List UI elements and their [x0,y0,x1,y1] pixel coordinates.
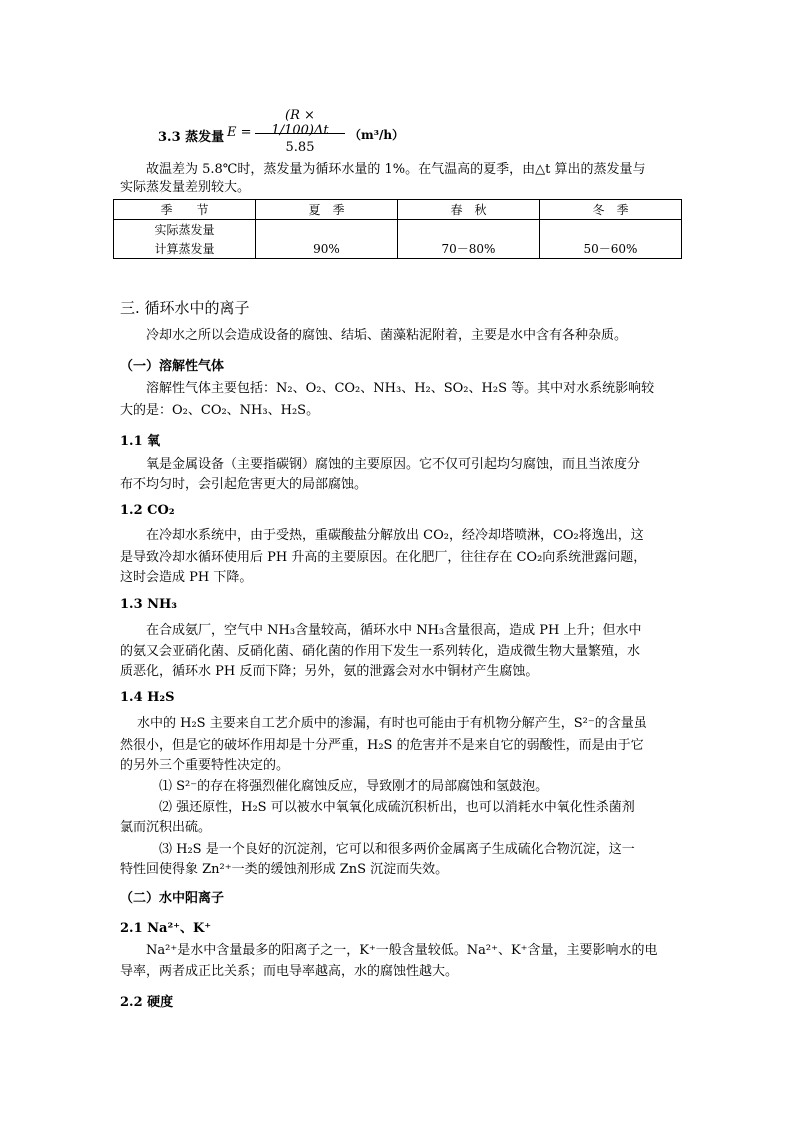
table-row-label: 实际蒸发量 [114,220,256,240]
section-1-2-heading: 1.2 CO₂ [120,503,175,518]
section-1-4-item-3-line-1: ⑶ H₂S 是一个良好的沉淀剂，它可以和很多两价金属离子生成硫化合物沉淀，这一 [159,842,635,857]
section-1-3-line-1: 在合成氨厂，空气中 NH₃含量较高，循环水中 NH₃含量很高，造成 PH 上升；但水中 [146,623,642,638]
table-cell [398,220,540,240]
evaporation-table [113,199,682,259]
table-cell: 50－60% [540,239,682,259]
subsection-1-line-1: 溶解性气体主要包括：N₂、O₂、CO₂、NH₃、H₂、SO₂、H₂S 等。其中对水系统影响较 [146,381,655,396]
formula-denominator: 5.85 [285,140,315,155]
table-cell: 90% [256,239,398,259]
section-3-3-heading: 3.3 蒸发量 [158,130,225,145]
section-3-3-para-line-2: 实际蒸发量差别较大。 [120,180,251,195]
subsection-1-title: （一）溶解性气体 [120,359,225,374]
section-3-3-para-line-1: 故温差为 5.8℃时，蒸发量为循环水量的 1%。在气温高的夏季，由△t 算出的蒸发量与 [146,162,646,177]
section-1-4-item-3-line-2: 特性回使得象 Zn²⁺一类的缓蚀剂形成 ZnS 沉淀而失效。 [120,862,449,877]
table-row-label: 计算蒸发量 [114,239,256,259]
formula-unit: （m³/h） [349,128,405,142]
section-1-1-line-1: 氧是金属设备（主要指碳钢）腐蚀的主要原因。它不仅可引起均匀腐蚀，而且当浓度分 [146,457,641,472]
formula-numerator: (R × 1/100)Δt [271,108,329,138]
formula-fraction [255,108,345,158]
section-1-4-line-2: 然很小，但是它的破坏作用却是十分严重，H₂S 的危害并不是来自它的弱酸性，而是由于它 [120,738,644,753]
section-1-4-item-1: ⑴ S²⁻的存在将强烈催化腐蚀反应，导致刚才的局部腐蚀和氢鼓泡。 [159,779,549,794]
section-1-2-line-1: 在冷却水系统中，由于受热，重碳酸盐分解放出 CO₂，经冷却塔喷淋，CO₂将逸出，这 [146,528,644,543]
section-1-4-item-2-line-1: ⑵ 强还原性，H₂S 可以被水中氧氧化成硫沉积析出，也可以消耗水中氧化性杀菌剂 [159,800,635,815]
section-1-3-heading: 1.3 NH₃ [120,597,178,612]
table-row [114,239,682,259]
table-header-cell: 季 节 [114,200,256,220]
section-1-2-line-3: 这时会造成 PH 下降。 [120,570,253,585]
section-2-1-line-2: 导率，两者成正比关系；而电导率越高，水的腐蚀性越大。 [120,964,459,979]
section-1-1-heading: 1.1 氧 [120,434,161,449]
section-1-1-line-2: 布不均匀时，会引起危害更大的局部腐蚀。 [120,477,368,492]
section-3-intro: 冷却水之所以会造成设备的腐蚀、结垢、菌藻粘泥附着，主要是水中含有各种杂质。 [146,328,628,343]
section-1-3-line-3: 质恶化，循环水 PH 反而下降；另外，氨的泄露会对水中铜材产生腐蚀。 [120,664,539,679]
table-header-cell: 春 秋 [398,200,540,220]
fraction-bar [255,133,345,134]
section-1-4-line-1: 水中的 H₂S 主要来自工艺介质中的渗漏，有时也可能由于有机物分解产生，S²⁻的含量虽 [137,716,647,731]
table-header-cell: 冬 季 [540,200,682,220]
subsection-2-title: （二）水中阳离子 [120,891,225,906]
section-2-2-heading: 2.2 硬度 [120,995,174,1010]
section-1-4-line-3: 的另外三个重要特性决定的。 [120,758,290,773]
section-3-title: 三. 循环水中的离子 [120,299,250,317]
table-row [114,220,682,240]
subsection-1-line-2: 大的是：O₂、CO₂、NH₃、H₂S。 [120,403,320,418]
formula-lhs: E = [227,125,252,140]
section-1-2-line-2: 是导致冷却水循环使用后 PH 升高的主要原因。在化肥厂，往往存在 CO₂向系统泄露问题， [120,550,647,565]
table-cell [256,220,398,240]
section-1-4-item-2-line-2: 氯而沉积出硫。 [120,820,212,835]
section-1-4-heading: 1.4 H₂S [120,690,175,705]
section-2-1-line-1: Na²⁺是水中含量最多的阳离子之一，K⁺一般含量较低。Na²⁺、K⁺含量，主要影响水的电 [146,943,658,958]
table-header-cell: 夏 季 [256,200,398,220]
section-2-1-heading: 2.1 Na²⁺、K⁺ [120,921,212,936]
section-1-3-line-2: 的氨又会亚硝化菌、反硝化菌、硝化菌的作用下发生一系列转化，造成微生物大量繁殖，水 [120,644,641,659]
table-cell: 70－80% [398,239,540,259]
table-header-row [114,200,682,220]
table-cell [540,220,682,240]
